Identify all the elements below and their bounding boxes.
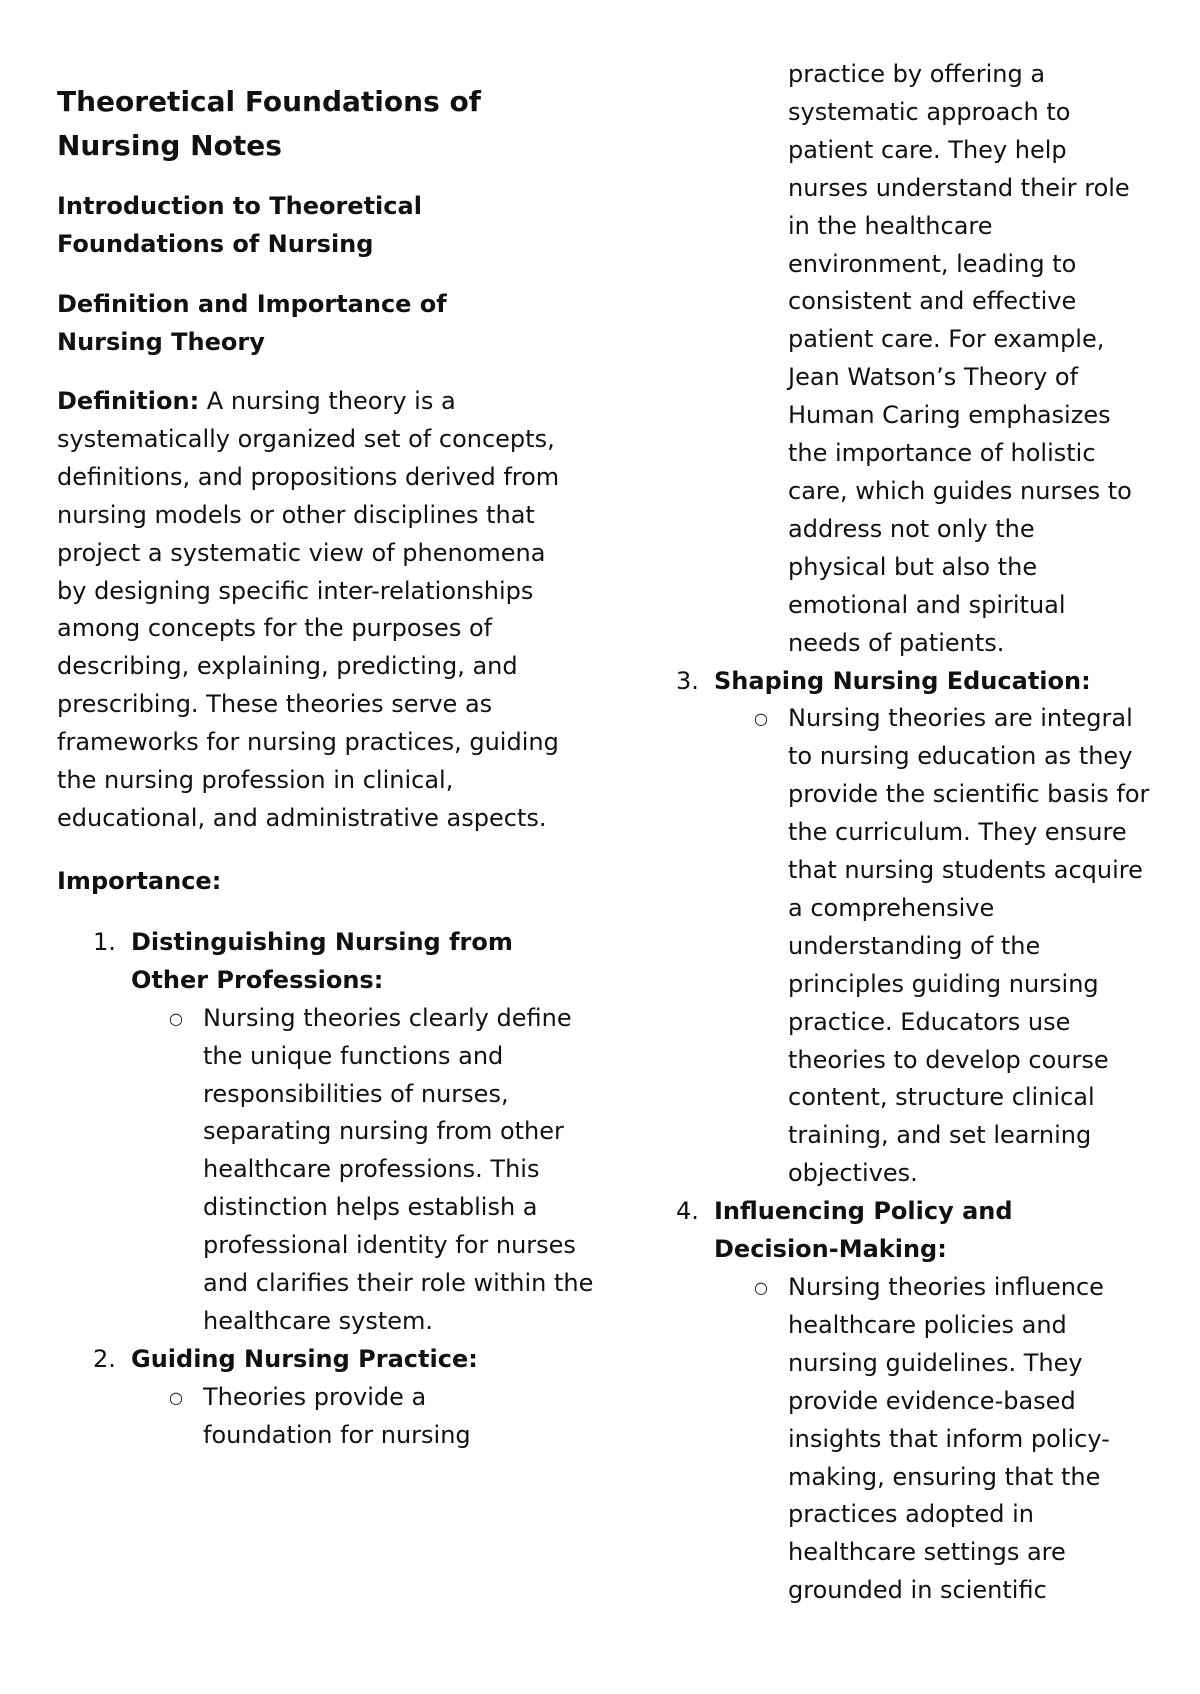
bullet-icon: ○ bbox=[169, 1008, 183, 1028]
list-item-title: Distinguishing Nursing from Other Professions: bbox=[131, 927, 513, 994]
definition-text: A nursing theory is a systematically organized set of concepts, definitions, and propositions derived from nursing models or other disciplines that project a systematic view of phenomena by designing specific inter-relationships among concepts for the purposes of describing, explaining, predicting, and prescribing. These theories serve as frameworks for nursing practices, guiding the nursing profession in clinical, educational, and administrative aspects. bbox=[57, 387, 560, 832]
list-item-4 bbox=[670, 1193, 1034, 1269]
bullet-icon: ○ bbox=[169, 1387, 183, 1407]
definition-paragraph bbox=[57, 383, 567, 838]
bullet-icon: ○ bbox=[754, 1278, 768, 1297]
list-number: 2. bbox=[93, 1344, 116, 1373]
bullet-item-2-continued: practice by offering a systematic approach to patient care. They help nurses understand their role in the healthcare environment, leading to consistent and effective patient care. For example, Jean Watson’s Theory of Human Caring emphasizes the importance of holistic care, which guides nurses to address not only the physical but also the emotional and spiritual needs of patients. bbox=[788, 60, 1132, 657]
bullet-item-2 bbox=[57, 1379, 533, 1455]
bullet-icon: ○ bbox=[754, 709, 768, 729]
list-item-2 bbox=[57, 1341, 577, 1379]
list-item-3 bbox=[670, 663, 1170, 701]
list-number: 1. bbox=[93, 927, 116, 956]
bullet-item-3 bbox=[670, 700, 1158, 1193]
list-item-title: Shaping Nursing Education: bbox=[714, 666, 1091, 695]
right-column bbox=[670, 0, 1170, 1610]
left-column bbox=[57, 0, 594, 1455]
bullet-text: Nursing theories influence healthcare policies and nursing guidelines. They provide evidence-based insights that inform policy-making, ensuring that the practices adopted in healthcare settings are grounded in scientific bbox=[788, 1273, 1110, 1605]
definition-heading: Definition and Importance of Nursing Theory bbox=[57, 290, 447, 356]
list-item-title: Guiding Nursing Practice: bbox=[131, 1344, 478, 1373]
bullet-text: Theories provide a foundation for nursing bbox=[203, 1382, 471, 1449]
list-item-title: Influencing Policy and Decision-Making: bbox=[714, 1197, 1013, 1264]
bullet-text: Nursing theories are integral to nursing education as they provide the scientific basis for the curriculum. They ensure that nursing students acquire a comprehensive understanding of the principles guiding nursing practice. Educators use theories to develop course content, structure clinical training, and set learning objectives. bbox=[788, 704, 1150, 1188]
list-number: 3. bbox=[676, 666, 699, 695]
bullet-item-4 bbox=[670, 1269, 1158, 1610]
importance-heading: Importance: bbox=[57, 866, 222, 895]
page-title: Theoretical Foundations of Nursing Notes bbox=[57, 85, 481, 162]
intro-heading: Introduction to Theoretical Foundations of Nursing bbox=[57, 192, 422, 258]
bullet-item-1 bbox=[57, 1000, 613, 1341]
list-item-1 bbox=[57, 924, 577, 1000]
bullet-text: Nursing theories clearly define the unique functions and responsibilities of nurses, separating nursing from other healthcare professions. This distinction helps establish a professional identity for nurses and clarifies their role within the healthcare system. bbox=[203, 1003, 594, 1335]
definition-label: Definition: bbox=[57, 387, 200, 415]
list-number: 4. bbox=[676, 1197, 699, 1226]
